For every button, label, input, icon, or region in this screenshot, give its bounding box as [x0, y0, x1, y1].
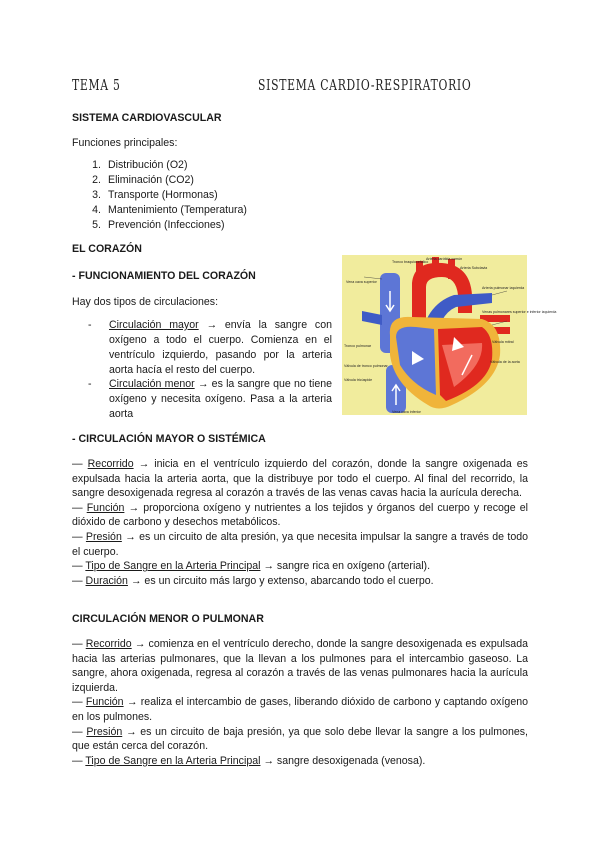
label-carotida: Arteria carótida común: [426, 257, 463, 261]
detail-row: — Presión → es un circuito de alta presión, ya que necesita impulsar la sangre a través de todo el cuerpo.: [72, 530, 529, 558]
detail-text: → inicia en el ventrículo izquierdo del corazón, donde la sangre oxigenada es expulsada hacia la arteria aorta, que la distribuye por todo el cuerpo. Al final del recorrido, la sangre desoxigenada regresa al corazón a través de las venas cavas hacia la aurícula derecha.: [72, 458, 528, 500]
circulations-intro: Hay dos tipos de circulaciones:: [72, 296, 219, 308]
label-tronco: Tronco braquiocefálico: [392, 260, 429, 264]
list-item: [72, 218, 247, 233]
detail-term: Presión: [86, 725, 123, 738]
detail-term: Función: [85, 696, 124, 709]
subtitle-heart-function: - FUNCIONAMIENTO DEL CORAZÓN: [72, 270, 256, 282]
bullet-text: → envía la sangre con oxígeno a todo el cuerpo. Comienza en el ventrículo izquierdo, pasando por la arteria aorta hacía el resto del cuerpo.: [109, 319, 332, 376]
detail-text: → comienza en el ventrículo derecho, donde la sangre desoxigenada es expulsada hacia las arterias pulmonares, que la llevan a los pulmones para el intercambio gaseoso. La sangre, ahora oxigenada, regresa al corazón a través de las venas pulmonares hacia la aurícula izquierda.: [72, 638, 528, 694]
functions-list: [72, 158, 247, 233]
bullet-dash: -: [88, 378, 92, 390]
label-vena-cava-inferior: Vena cava inferior: [392, 410, 421, 414]
detail-term: Duración: [85, 574, 128, 587]
detail-term: Recorrido: [85, 638, 132, 650]
label-subclavia: Arteria Subclavia: [460, 266, 488, 270]
list-item: [72, 173, 247, 188]
label-valvula-mitral: Válvula mitral: [492, 340, 514, 344]
detail-term: Recorrido: [87, 458, 134, 470]
detail-row: — Función → proporciona oxígeno y nutrientes a los tejidos y órganos del cuerpo y recoge el dióxido de carbono y desechos metabólicos.: [72, 501, 529, 529]
minor-circulation-details: [72, 637, 528, 768]
bullet-term: Circulación menor: [109, 378, 195, 390]
detail-text: → sangre desoxigenada (venosa).: [260, 754, 426, 767]
bullet-text: → es la sangre que no tiene oxígeno y necesita oxígeno. Pasa a la arteria aorta: [109, 378, 333, 420]
section-title-heart: EL CORAZÓN: [72, 243, 142, 255]
header-title: SISTEMA CARDIO-RESPIRATORIO: [258, 76, 472, 94]
list-text: Mantenimiento (Temperatura): [108, 204, 247, 216]
bullet-term: Circulación mayor: [109, 319, 199, 331]
list-item: [72, 188, 247, 203]
bullet-minor: [88, 377, 332, 422]
major-circulation-details: [72, 457, 528, 588]
list-text: Transporte (Hormonas): [108, 189, 218, 201]
label-arteria-pulmonar: Arteria pulmonar izquierda: [482, 286, 525, 290]
detail-term: Presión: [85, 530, 122, 543]
detail-text: → proporciona oxígeno y nutrientes a los tejidos y órganos del cuerpo y recoge el dióxido de carbono y desechos metabólicos.: [72, 501, 529, 529]
label-tronco-pulmonar: Tronco pulmonar: [344, 344, 372, 348]
detail-row: — Tipo de Sangre en la Arteria Principal → sangre rica en oxígeno (arterial).: [72, 560, 431, 573]
detail-row: — Duración → es un circuito más largo y extenso, abarcando todo el cuerpo.: [72, 574, 434, 587]
detail-text: → realiza el intercambio de gases, liberando dióxido de carbono y captando oxígeno en los pulmones.: [72, 696, 528, 723]
detail-row: — Recorrido → inicia en el ventrículo izquierdo del corazón, donde la sangre oxigenada es expulsada hacia la arteria aorta, que la distribuye por todo el cuerpo. Al final del recorrido, la sangre desoxigenada regresa al corazón a través de las venas cavas hacia la aurícula derecha.: [72, 458, 528, 500]
list-number: 2.: [92, 174, 101, 186]
detail-row: — Tipo de Sangre en la Arteria Principal → sangre desoxigenada (venosa).: [72, 754, 426, 767]
section-title-minor-circulation: CIRCULACIÓN MENOR O PULMONAR: [72, 613, 264, 625]
label-valvula-tricuspide: Válvula tricúspide: [344, 378, 373, 382]
label-venas-pulmonares: Venas pulmonares superior e inferior izquierda: [482, 310, 557, 314]
list-item: [72, 158, 247, 173]
label-vena-cava-superior: Vena cava superior: [346, 280, 377, 284]
detail-row: — Recorrido → comienza en el ventrículo derecho, donde la sangre desoxigenada es expulsada hacia las arterias pulmonares, que la llevan a los pulmones para el intercambio gaseoso. La sangre, ahora oxigenada, regresa al corazón a través de las venas pulmonares hacia la aurícula izquierda.: [72, 638, 528, 694]
heart-diagram-image: [342, 255, 557, 415]
detail-row: — Función → realiza el intercambio de gases, liberando dióxido de carbono y captando oxígeno en los pulmones.: [72, 696, 528, 723]
section-title-cardiovascular: SISTEMA CARDIOVASCULAR: [72, 112, 222, 124]
detail-text: → es un circuito más largo y extenso, abarcando todo el cuerpo.: [127, 574, 434, 587]
list-text: Distribución (O2): [108, 159, 188, 171]
list-number: 1.: [92, 159, 101, 171]
detail-term: Tipo de Sangre en la Arteria Principal: [85, 754, 261, 767]
list-number: 3.: [92, 189, 101, 201]
label-valvula-aorta: Válvula de la aorta: [490, 360, 520, 364]
functions-intro: Funciones principales:: [72, 137, 178, 149]
detail-text: → es un circuito de baja presión, ya que solo debe llevar la sangre a los pulmones, que están cerca del corazón.: [72, 725, 528, 753]
bullet-dash: -: [88, 319, 92, 331]
detail-term: Función: [86, 501, 125, 514]
list-text: Prevención (Infecciones): [108, 219, 225, 231]
detail-text: → es un circuito de alta presión, ya que necesita impulsar la sangre a través de todo el cuerpo.: [72, 530, 529, 558]
detail-text: → sangre rica en oxígeno (arterial).: [260, 560, 431, 573]
section-title-major-circulation: - CIRCULACIÓN MAYOR O SISTÉMICA: [72, 433, 266, 445]
label-valvula-pulmonar: Válvula de tronco pulmonar: [344, 364, 388, 368]
detail-term: Tipo de Sangre en la Arteria Principal: [85, 560, 261, 573]
list-number: 5.: [92, 219, 101, 231]
list-item: [72, 203, 247, 218]
header-topic: TEMA 5: [72, 76, 121, 94]
list-number: 4.: [92, 204, 101, 216]
list-text: Eliminación (CO2): [108, 174, 194, 186]
bullet-major: [88, 318, 332, 378]
detail-row: — Presión → es un circuito de baja presión, ya que solo debe llevar la sangre a los pulmones, que están cerca del corazón.: [72, 725, 528, 753]
